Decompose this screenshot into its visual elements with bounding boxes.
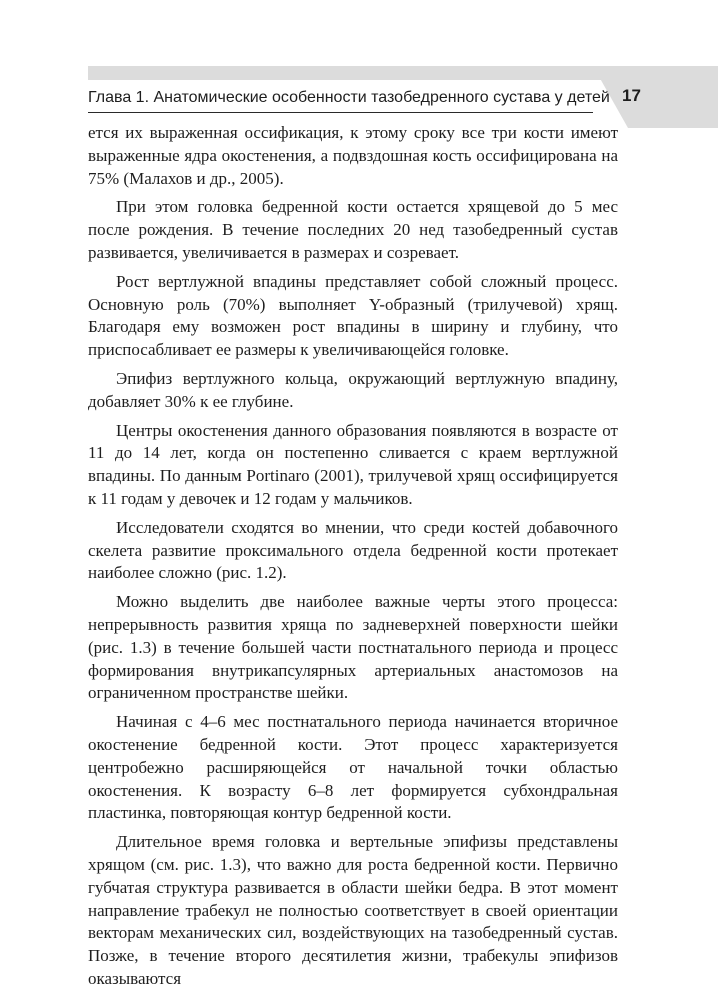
paragraph-3: Рост вертлужной впадины представляет собой сложный процесс. Основную роль (70%) выполняет Y-образный (трилучевой) хрящ. Благодаря ему возможен рост впадины в ширину и глубину, что приспосабливает ее размеры к увеличивающейся головке. [88,271,618,360]
paragraph-4: Эпифиз вертлужного кольца, окружающий вертлужную впадину, добавляет 30% к ее глубине. [88,368,618,411]
paragraph-6: Исследователи сходятся во мнении, что среди костей добавочного скелета развитие проксимального отдела бедренной кости протекает наиболее сложно (рис. 1.2). [88,517,618,583]
body-text [88,122,618,991]
paragraph-8: Начиная с 4–6 мес постнатального периода начинается вторичное окостенение бедренной кости. Этот процесс характеризуется центробежно расширяющейся от начальной точки областью окостенения. К возрасту 6–8 лет формируется субхондральная пластинка, повторяющая контур бедренной кости. [88,712,618,823]
paragraph-1: ется их выраженная оссификация, к этому сроку все три кости имеют выраженные ядра окостенения, а подвздошная кость оссифицирована на 75% (Малахов и др., 2005). [88,123,618,188]
page-number: 17 [622,86,641,105]
page-number-tab [593,66,718,128]
paragraph-5: Центры окостенения данного образования появляются в возрасте от 11 до 14 лет, когда он постепенно сливается с краем вертлужной впадины. По данным Portinaro (2001), трилучевой хрящ оссифицируется к 11 годам у девочек и 12 годам у мальчиков. [88,420,618,508]
header-rule [88,112,593,113]
chapter-title: Глава 1. Анатомические особенности тазобедренного сустава у детей [88,89,610,106]
running-header [88,66,718,128]
paragraph-9: Длительное время головка и вертельные эпифизы представлены хрящом (см. рис. 1.3), что важно для роста бедренной кости. Первично губчатая структура развивается в области шейки бедра. В этот момент направление трабекул не полностью соответствует в своей ориентации векторам механических сил, воздействующих на тазобедренный сустав. Позже, в течение второго десятилетия жизни, трабекулы эпифизов оказываются [88,832,618,988]
paragraph-2: При этом головка бедренной кости остается хрящевой до 5 мес после рождения. В течение последних 20 нед тазобедренный сустав развивается, увеличивается в размерах и созревает. [88,197,618,262]
paragraph-7: Можно выделить две наиболее важные черты этого процесса: непрерывность развития хряща по задневерхней поверхности шейки (рис. 1.3) в течение большей части постнатального периода и процесс формирования внутрикапсулярных артериальных анастомозов на ограниченном пространстве шейки. [88,592,618,703]
